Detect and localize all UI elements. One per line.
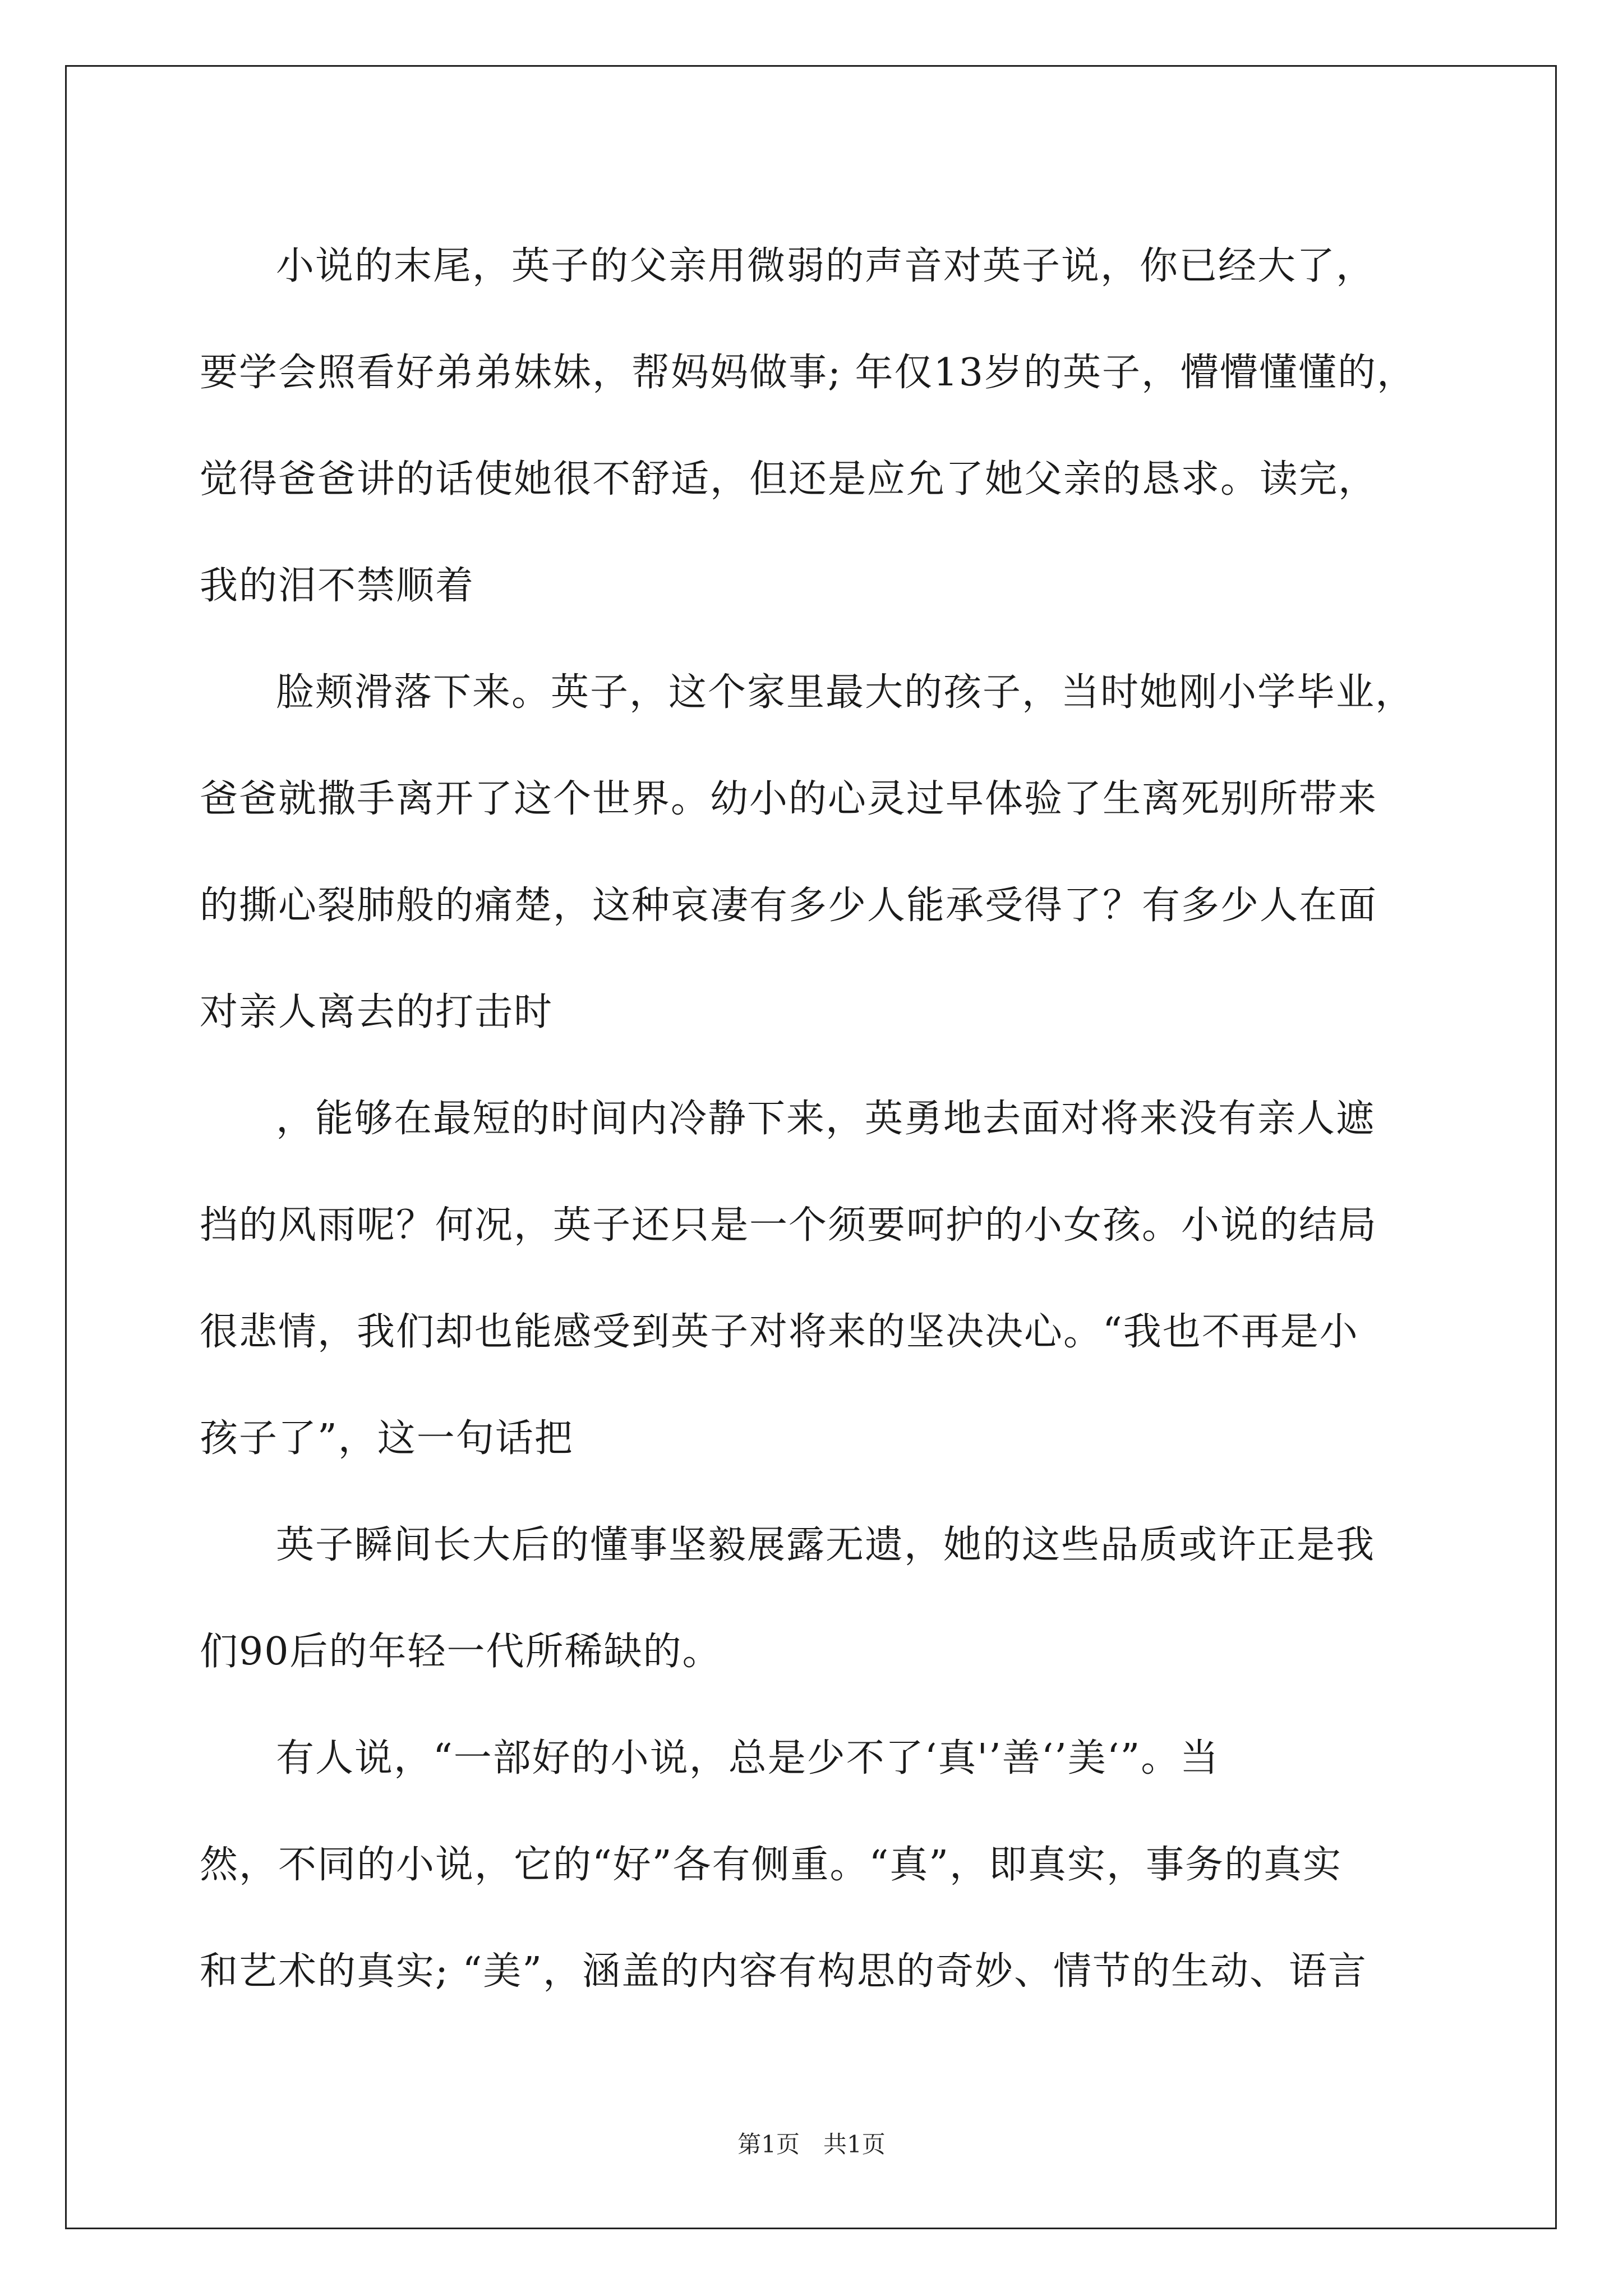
paragraph-3-line-2: 挡的风雨呢？何况，英子还只是一个须要呵护的小女孩。小说的结局 [200,1203,1378,1248]
paragraph-3-line-1: ，能够在最短的时间内冷静下来，英勇地去面对将来没有亲人遮 [276,1097,1376,1141]
paragraph-1-line-1: 小说的末尾，英子的父亲用微弱的声音对英子说，你已经大了， [276,244,1376,288]
paragraph-2-line-4: 对亲人离去的打击时 [200,990,554,1034]
page-number-footer: 第1页 共1页 [737,2131,886,2158]
paragraph-5-line-3: 和艺术的真实; “美”，涵盖的内容有构思的奇妙、情节的生动、语言 [200,1949,1368,1994]
paragraph-2-line-1: 脸颊滑落下来。英子，这个家里最大的孩子，当时她刚小学毕业， [276,670,1415,715]
paragraph-3-line-4: 孩子了”，这一句话把 [200,1416,574,1461]
paragraph-4-line-2: 们90后的年轻一代所稀缺的。 [200,1630,722,1674]
document-body [200,213,1433,2025]
paragraph-1-line-2: 要学会照看好弟弟妹妹，帮妈妈做事; 年仅13岁的英子，懵懵懂懂的， [200,351,1417,395]
paragraph-5-line-1: 有人说，“一部好的小说，总是少不了‘真'’善‘’美‘”。当 [276,1736,1220,1780]
paragraph-3-line-3: 很悲情，我们却也能感受到英子对将来的坚决决心。“我也不再是小 [200,1310,1359,1354]
paragraph-4-line-1: 英子瞬间长大后的懂事坚毅展露无遗，她的这些品质或许正是我 [276,1523,1376,1567]
paragraph-2-line-2: 爸爸就撒手离开了这个世界。幼小的心灵过早体验了生离死别所带来 [200,777,1378,821]
paragraph-1-line-3: 觉得爸爸讲的话使她很不舒适，但还是应允了她父亲的恳求。读完， [200,457,1378,501]
paragraph-5-line-2: 然，不同的小说，它的“好”各有侧重。“真”，即真实，事务的真实 [200,1843,1343,1887]
paragraph-2-line-3: 的撕心裂肺般的痛楚，这种哀凄有多少人能承受得了？有多少人在面 [200,884,1378,928]
paragraph-1-line-4: 我的泪不禁顺着 [200,564,475,608]
